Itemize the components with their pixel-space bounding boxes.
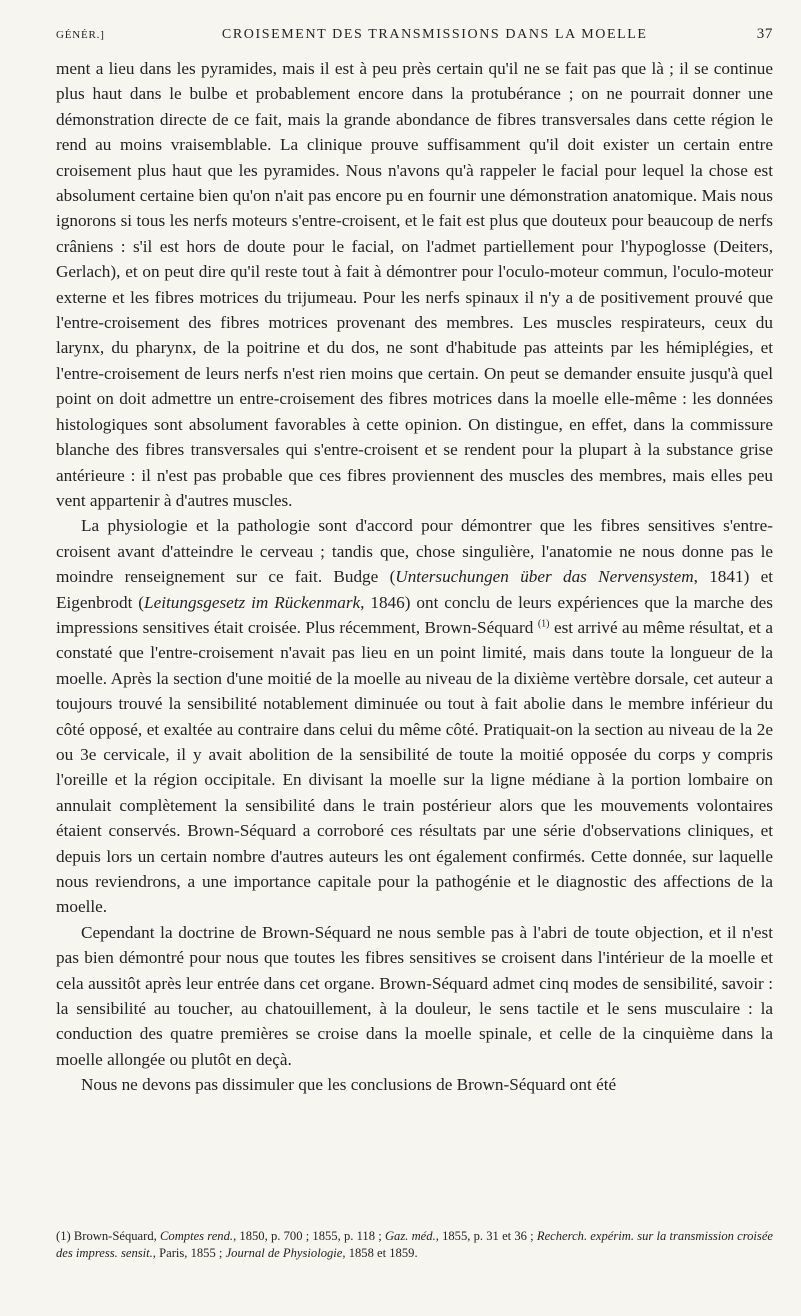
- paragraph-2-part-d: est arrivé au même résultat, et a constaté que l'entre-croisement n'avait pas lieu en un point limité, mais dans toute la longueur de la moelle. Après la section d'une moitié de la moelle au niveau de la dixième vertèbre dorsale, cet auteur a toujours trouvé la sensibilité notablement diminuée ou tout à fait abolie dans le membre inférieur du côté opposé, et exaltée au contraire dans celui du même côté. Pratiquait-on la section au niveau de la 2e ou 3e cervicale, il y avait abolition de la sensibilité de toute la moitié opposée du corps y compris l'oreille et la région occipitale. En divisant la moelle sur la ligne médiane à la portion lombaire on annulait complètement la sensibilité dans le train postérieur alors que les mouvements volontaires étaient conservés. Brown-Séquard a corroboré ces résultats par une série d'observations cliniques, et depuis lors un certain nombre d'autres auteurs les ont également confirmés. Cette donnée, sur laquelle nous reviendrons, a une importance capitale pour la pathogénie et le diagnostic des affections de la moelle.: [56, 617, 773, 917]
- footnote-1: [56, 1228, 773, 1262]
- footnote-block: [56, 1228, 773, 1262]
- footnote-marker: (1): [537, 618, 550, 630]
- footnote-part-b: , 1850, p. 700 ; 1855, p. 118 ;: [233, 1229, 385, 1243]
- footnote-journal-physiologie: Journal de Physiologie: [225, 1246, 343, 1260]
- paragraph-4: Nous ne devons pas dissimuler que les conclusions de Brown-Séquard ont été: [81, 1075, 617, 1095]
- footnote-part-a: (1) Brown-Séquard,: [56, 1229, 160, 1243]
- paragraph-2-part-b: , 1841) et Eigenbrodt (: [56, 567, 773, 612]
- footnote-part-e: , 1858 et 1859.: [342, 1246, 418, 1260]
- citation-eigenbrodt-title: Leitungsgesetz im Rückenmark: [144, 592, 361, 612]
- paragraph-2-part-a: La physiologie et la pathologie sont d'accord pour démontrer que les fibres sensitives s'entre-croisent avant d'atteindre le cerveau ; tandis que, chose singulière, l'anatomie ne nous donne pas le moindre renseignement sur ce fait. Budge (: [56, 516, 773, 587]
- running-head: [56, 26, 773, 52]
- footnote-journal-gazette: Gaz. méd.: [384, 1229, 436, 1243]
- paragraph-2-part-c: , 1846) ont conclu de leurs expériences que la marche des impressions sensitives était croisée. Plus récemment, Brown-Séquard: [56, 592, 773, 637]
- body-text: [56, 56, 773, 1098]
- footnote-journal-comptes: Comptes rend.: [160, 1229, 234, 1243]
- footnote-part-c: , 1855, p. 31 et 36 ;: [435, 1229, 537, 1243]
- paragraph-2: [56, 513, 773, 920]
- paragraph-1: ment a lieu dans les pyramides, mais il est à peu près certain qu'il ne se fait pas que là ; il se continue plus haut dans le bulbe et probablement encore dans la protubérance ; on ne pourrait donner une démonstration directe de ce fait, mais la grande abondance de fibres transversales dans cette région le rend au moins vraisemblable. La clinique prouve suffisamment qu'il doit exister un certain entre croisement plus haut que les pyramides. Nous n'avons qu'à rappeler le facial pour lequel la chose est absolument certaine bien qu'on n'ait pas encore pu en fournir une démonstration anatomique. Mais nous ignorons si tous les nerfs moteurs s'entre-croisent, et le fait est plus que douteux pour beaucoup de nerfs crâniens : s'il est hors de doute pour le facial, on l'admet partiellement pour l'hypoglosse (Deiters, Gerlach), et on peut dire qu'il reste tout à fait à démontrer pour l'oculo-moteur commun, l'oculo-moteur externe et les fibres motrices du trijumeau. Pour les nerfs spinaux il n'y a de positivement prouvé que l'entre-croisement des fibres motrices provenant des membres. Les muscles respirateurs, ceux du larynx, du pharynx, de la poitrine et du dos, ne sont d'habitude pas atteints par les hémiplégies, et l'entre-croisement de leurs nerfs n'est rien moins que certain. On peut se demander ensuite jusqu'à quel point on doit admettre un entre-croisement des fibres motrices dans la moelle elle-même : les données histologiques sont absolument favorables à cette opinion. On distingue, en effet, dans la commissure blanche des fibres transversales qui s'entre-croisent et se rendent pour la plupart à la substance grise antérieure : il n'est pas probable que ces fibres proviennent des muscles des membres, mais elles peu vent appartenir à d'autres muscles.: [56, 59, 773, 510]
- footnote-part-d: , Paris, 1855 ;: [152, 1246, 226, 1260]
- footnote-recherches-title: Recherch. expérim. sur la transmission croisée des impress. sensit.: [56, 1229, 774, 1260]
- running-head-title: CROISEMENT DES TRANSMISSIONS DANS LA MOELLE: [221, 27, 648, 42]
- paragraph-3: Cependant la doctrine de Brown-Séquard ne nous semble pas à l'abri de toute objection, et il n'est pas bien démontré pour nous que toutes les fibres sensitives se croisent dans l'intérieur de la moelle et cela aussitôt après leur entrée dans cet organe. Brown-Séquard admet cinq modes de sensibilité, savoir : la sensibilité au toucher, au chatouillement, à la douleur, le sens tactile et le sens musculaire : la conduction des quatre premières se croise dans la moelle spinale, et celle de la cinquième dans la moelle allongée ou plutôt en deçà.: [56, 922, 773, 1069]
- page-number: 37: [756, 26, 773, 42]
- citation-budge-title: Untersuchungen über das Nervensystem: [395, 567, 694, 587]
- running-head-left: GÉNÉR.]: [56, 29, 105, 41]
